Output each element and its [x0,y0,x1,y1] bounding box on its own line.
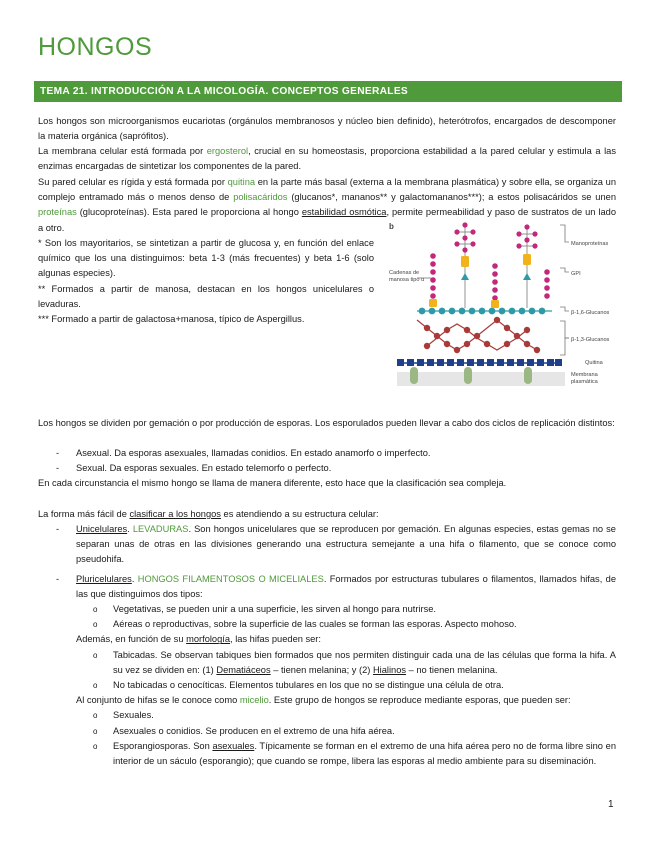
figure-letter: b [389,222,394,231]
label-membrana-2: plasmática [571,379,598,385]
paragraph-membrane [38,144,616,174]
classification-underlined: clasificar a los hongos [129,509,221,519]
label-b13: β-1,3-Glucanos [571,337,610,343]
pluricelulares-text: . Formados por estructuras tubulares o filamentos, llamados hifas, de las que distinguimos dos tipos: [76,573,616,599]
plasma-membrane [397,372,565,386]
morph-text-a: Además, en función de su [76,634,187,645]
hifa-aerea: Aéreas o reproductivas, sobre la superficie de las cuales se forman las esporas. Aspecto mohoso. [113,619,517,630]
label-cadenas-2: manosa tipo α [389,277,425,283]
mannoprotein-left [454,222,475,308]
label-gpi: GPI [571,271,581,277]
footnote-mananos: ** Formados a partir de manosa, destacan en los hongos unicelulares o levaduras. [38,283,374,309]
wall-text-a: Su pared celular es rígida y está formada por [38,177,228,187]
classification-text-b: es atendiendo a su estructura celular: [220,509,379,519]
micelio-term: micelio [239,695,269,706]
morfologia-term: morfología [186,634,231,645]
no-tabicadas-text: No tabicadas o cenocíticas. Elementos tubulares en los que no se distingue una célula de otra. [113,680,504,691]
pluricelulares-label: Pluricelulares [76,573,132,584]
membrane-text-a: La membrana celular está formada por [38,146,207,156]
footnote-galactomananos: *** Formado a partir de galactosa+manosa, típico de Aspergillus. [38,314,305,325]
list-item: o Sexuales. [93,710,154,721]
tabicadas-text-b: – tienen melanina; y (2) [270,664,373,675]
hifa-vegetativa: Vegetativas, se pueden unir a una superficie, les sirven al hongo para nutrirse. [113,604,437,615]
spore-asexuales: Asexuales o conidios. Se producen en el extremo de una hifa aérea. [113,725,395,736]
polisacaridos-term: polisacáridos [233,192,288,203]
micelio-text-b: . Este grupo de hongos se reproduce mediante esporas, que pueden ser: [268,695,571,706]
classification-note-text: En cada circunstancia el mismo hongo se llama de manera diferente, esto hace que la clasificación sea compleja. [38,478,507,488]
quitina-term: quitina [227,177,256,187]
levaduras-term: LEVADURAS [132,524,189,534]
cycle-sexual: Sexual. Da esporas sexuales. En estado telemorfo o perfecto. [76,463,332,474]
label-membrana-1: Membrana [571,372,598,378]
classification-text-a: La forma más fácil de [38,509,130,519]
list-item: o Vegetativas, se pueden unir a una superficie, les sirven al hongo para nutrirse. [93,604,437,615]
asexuales-term: asexuales [212,740,255,751]
structure-list [38,522,616,769]
footnote-glucanos: * Son los mayoritarios, se sintetizan a partir de glucosa y, en función del enlace químico que los una distinguimos: beta 1-3 (más frecuentes) y beta 1-6 (solo algunas especies). [38,238,374,279]
label-cadenas-1: Cadenas de [389,270,420,276]
list-item: o Esporangiosporas. Son asexuales. Típicamente se forman en el extremo de una hifa aérea pero no de forma libre sino en interior de un sáculo (esporangio); que cuando se rompe, libera las esporas al medio ambiente para su diseminación. [93,740,616,767]
mannose-chains [430,253,550,301]
paragraph-classification [38,507,616,522]
membrane-text-b: , crucial en su homeostasis, proporciona estabilidad a la pared celular y estimula a las enzimas encargadas de sintetizar los componentes de la pared. [38,146,616,172]
estabilidad-term: estabilidad osmótica [301,207,387,218]
intro-text: Los hongos son microorganismos eucariotas (orgánulos membranosos y núcleo bien definido), heterótrofos, encargados de descomponer la materia orgánica (saprófitos). [38,116,616,142]
list-item: o Asexuales o conidios. Se producen en el extremo de una hifa aérea. [93,725,395,736]
label-manoproteinas: Manoproteínas [571,241,609,247]
wall-text-b: en la parte más basal (externa a la membrana plasmática) y sobre ella, se organiza un complejo entramado más o menos denso de [38,177,616,203]
list-item-pluricelulares: - Pluricelulares. HONGOS FILAMENTOSOS O MICELIALES. Formados por estructuras tubulares o filamentos, llamados hifas, de las que distinguimos dos tipos: [56,573,616,599]
list-item: o Aéreas o reproductivas, sobre la superficie de las cuales se forman las esporas. Aspecto mohoso. [93,619,517,630]
footnotes [38,236,374,327]
cycle-list [38,446,616,476]
wall-text-c: (glucanos*, mananos** y galactomananos***); a estos polisacáridos se unen [287,192,616,203]
paragraph-reproduction [38,416,616,431]
ergosterol-term: ergosterol [206,146,249,156]
chitin-layer [397,359,562,366]
hialinos-term: Hialinos [372,664,407,675]
proteinas-term: proteínas [38,207,77,218]
document-title: HONGOS [38,33,153,61]
list-item-tabicadas: o Tabicadas. Se observan tabiques bien formados que nos permiten distinguir cada una de las células que forma la hifa. A su vez se dividen en: (1) Dematiáceos – tienen melanina; y (2) Hialinos – no tienen melanina. [93,649,616,675]
list-item: - Sexual. Da esporas sexuales. En estado telemorfo o perfecto. [56,463,332,474]
reproduction-text: Los hongos se dividen por gemación o por producción de esporas. Los esporulados pueden llevar a cabo dos ciclos de replicación distintos: [38,418,615,428]
cell-wall-diagram [387,220,622,392]
wall-text-d: (glucoproteínas). Esta pared le proporciona al hongo [76,207,302,218]
list-item-unicelulares: - Unicelulares. LEVADURAS. Son hongos unicelulares que se reproducen por gemación. En algunas especies, estas gemas no se separan unas de otras en las divisiones generando una estructura semejante a una hifa o filamento, que se conoce como pseudohifa. [56,524,616,565]
spore-sexuales: Sexuales. [113,710,154,721]
membrane-protein [410,367,418,384]
morph-text-b: , las hifas pueden ser: [230,634,321,645]
unicelulares-label: Unicelulares [76,524,128,534]
tabicadas-text-c: – no tienen melanina. [406,664,498,675]
morphology-intro [38,632,616,647]
list-item: o No tabicadas o cenocíticas. Elementos tubulares en los que no se distingue una célula de otra. [93,680,504,691]
label-quitina: Quitina [585,360,603,366]
micelio-intro [38,693,616,708]
unicelulares-text: . Son hongos unicelulares que se reproducen por gemación. En algunas especies, estas gemas no se separan unas de otras en las divisiones generando una estructura semejante a una hifa o filamento, que se conoce como pseudohifa. [76,524,616,565]
section-banner: TEMA 21. INTRODUCCIÓN A LA MICOLOGÍA. CONCEPTOS GENERALES [34,81,622,102]
esporangiosporas-text-a: Esporangiosporas. Son [113,740,213,751]
tabicadas-text-a: Tabicadas. Se observan tabiques bien formados que nos permiten distinguir cada una de las células que forma la hifa. A su vez se dividen en: (1) [113,649,616,675]
dematiaceos-term: Dematiáceos [216,664,271,675]
cycle-asexual: Asexual. Da esporas asexuales, llamadas conidios. En estado anamorfo o imperfecto. [76,448,431,458]
micelio-text-a: Al conjunto de hifas se le conoce como [76,695,240,706]
membrane-protein [524,367,532,384]
label-b16: β-1,6-Glucanos [571,310,610,316]
membrane-protein [464,367,472,384]
esporangiosporas-text-b: . Típicamente se forman en el extremo de una hifa aérea pero no de forma libre sino en interior de un sáculo (esporangio); que cuando se rompe, libera las esporas al medio ambiente para su diseminación. [113,740,616,767]
filamentosos-term: HONGOS FILAMENTOSOS O MICELIALES [137,573,324,584]
paragraph-intro [38,114,616,144]
wall-text-e: , permite permeabilidad y paso de sustratos de un lado a otro. [38,207,616,233]
page-number: 1 [608,799,614,810]
mannoprotein-right [516,224,537,308]
list-item: - Asexual. Da esporas asexuales, llamadas conidios. En estado anamorfo o imperfecto. [56,448,431,458]
paragraph-classification-note [38,476,616,491]
